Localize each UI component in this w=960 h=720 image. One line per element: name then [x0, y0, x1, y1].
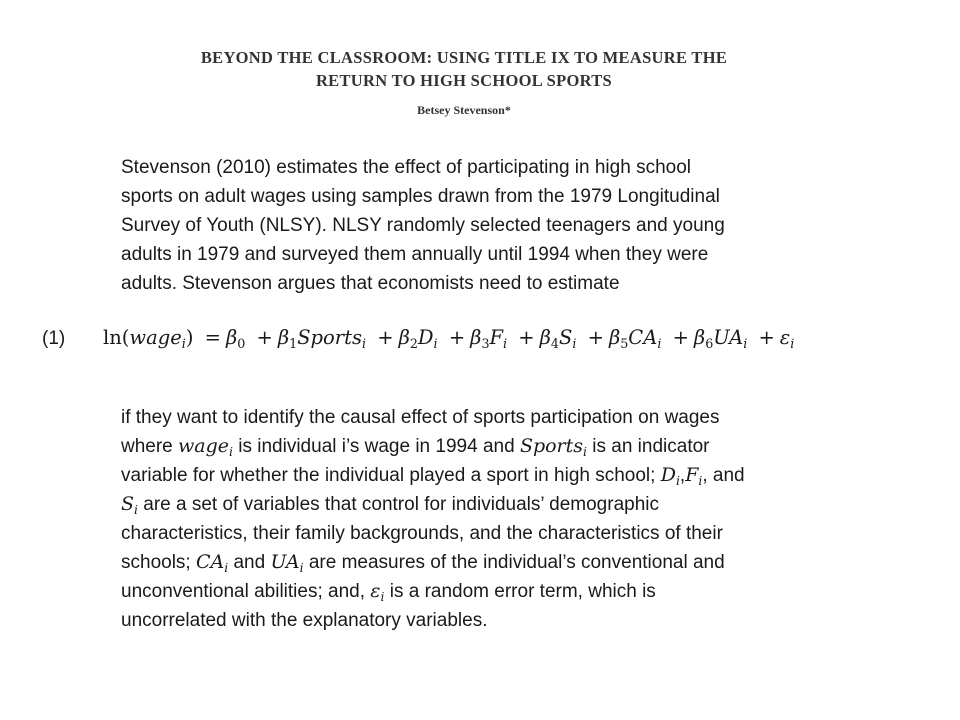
eq-plus: + — [758, 326, 775, 349]
eq-sub: 0 — [237, 336, 246, 351]
var-s: S — [121, 493, 135, 515]
var-d: D — [660, 464, 676, 486]
regression-equation — [103, 326, 794, 349]
body-text: is individual i’s wage in 1994 and — [232, 436, 520, 457]
eq-sports: Sports — [297, 326, 362, 349]
eq-sub: 3 — [481, 336, 490, 351]
var-wage: wage — [178, 435, 230, 457]
paper-title — [0, 46, 928, 92]
body-line-6 — [121, 548, 881, 577]
body-line-7 — [121, 577, 881, 606]
var-sub: i — [229, 445, 233, 459]
eq-sub: i — [657, 336, 662, 351]
var-ca: CA — [195, 551, 225, 573]
body-line-5: characteristics, their family backgrounds, and the characteristics of their — [121, 523, 723, 544]
intro-line-3: Survey of Youth (NLSY). NLSY randomly selected teenagers and young — [121, 215, 725, 236]
eq-epsilon: ε — [779, 326, 791, 349]
eq-sub: 1 — [289, 336, 298, 351]
body-line-2 — [121, 432, 881, 461]
eq-sub: i — [743, 336, 748, 351]
paper-author: Betsey Stevenson* — [417, 103, 511, 117]
var-sub: i — [698, 474, 703, 488]
body-text: where — [121, 436, 179, 457]
eq-sub: i — [572, 336, 577, 351]
eq-sub: 5 — [620, 336, 629, 351]
paper-title-line-1: BEYOND THE CLASSROOM: USING TITLE IX TO MEASURE THE — [200, 48, 728, 67]
intro-line-4: adults in 1979 and surveyed them annually until 1994 when they were — [121, 244, 709, 265]
eq-sub: i — [790, 336, 795, 351]
eq-s: S — [558, 326, 573, 349]
var-f: F — [685, 464, 699, 486]
eq-close: ) — [185, 326, 194, 349]
eq-plus: + — [518, 326, 535, 349]
body-line-8: uncorrelated with the explanatory variables. — [121, 610, 488, 631]
var-sub: i — [380, 590, 385, 604]
eq-ca: CA — [628, 326, 658, 349]
eq-beta: β — [608, 326, 621, 349]
body-text: are measures of the individual’s conventional and — [303, 552, 725, 573]
eq-plus: + — [377, 326, 394, 349]
eq-beta: β — [470, 326, 482, 349]
eq-ua: UA — [713, 326, 744, 349]
body-text: variable for whether the individual played a sport in high school; — [121, 465, 661, 486]
eq-beta: β — [225, 326, 238, 349]
body-line-4 — [121, 490, 881, 519]
eq-sub: i — [433, 336, 438, 351]
body-text: are a set of variables that control for individuals’ demographic — [137, 494, 659, 515]
body-text: unconventional abilities; and, — [121, 581, 371, 602]
definitions-paragraph — [121, 403, 881, 635]
body-line-1: if they want to identify the causal effect of sports participation on wages — [121, 407, 720, 428]
eq-plus: + — [256, 326, 273, 349]
eq-sub: i — [361, 336, 367, 351]
eq-beta: β — [539, 326, 551, 349]
eq-sub: i — [181, 336, 186, 351]
var-sub: i — [134, 503, 138, 517]
var-sub: i — [299, 561, 304, 575]
eq-sub: 6 — [705, 336, 714, 351]
var-sub: i — [675, 474, 680, 488]
paper-title-line-2: RETURN TO HIGH SCHOOL SPORTS — [315, 71, 613, 90]
equation-number: (1) — [42, 328, 66, 349]
eq-equals: = — [204, 326, 221, 349]
var-sub: i — [583, 445, 587, 459]
eq-wage: wage — [129, 326, 182, 349]
var-sub: i — [224, 561, 229, 575]
var-ua: UA — [270, 551, 300, 573]
eq-ln: ln( — [103, 326, 130, 349]
eq-sub: 2 — [409, 336, 418, 351]
eq-plus: + — [587, 326, 604, 349]
eq-beta: β — [693, 326, 706, 349]
eq-beta: β — [398, 326, 410, 349]
var-epsilon: ε — [370, 580, 381, 602]
body-text: is a random error term, which is — [384, 581, 656, 602]
eq-plus: + — [448, 326, 466, 349]
body-line-3 — [121, 461, 881, 490]
eq-beta: β — [277, 326, 290, 349]
body-text: schools; — [121, 552, 196, 573]
intro-paragraph — [121, 153, 881, 298]
body-text: and — [228, 552, 271, 573]
intro-line-2: sports on adult wages using samples drawn from the 1979 Longitudinal — [121, 186, 720, 207]
var-sports: Sports — [519, 435, 584, 457]
eq-sub: i — [503, 336, 508, 351]
intro-line-1: Stevenson (2010) estimates the effect of participating in high school — [121, 157, 691, 178]
eq-plus: + — [672, 326, 689, 349]
eq-d: D — [417, 326, 434, 349]
body-text: is an indicator — [586, 436, 710, 457]
intro-line-5: adults. Stevenson argues that economists need to estimate — [121, 273, 620, 294]
body-text: , — [679, 465, 686, 486]
eq-sub: 4 — [550, 336, 559, 351]
body-text: , and — [702, 465, 745, 486]
eq-f: F — [489, 326, 504, 349]
